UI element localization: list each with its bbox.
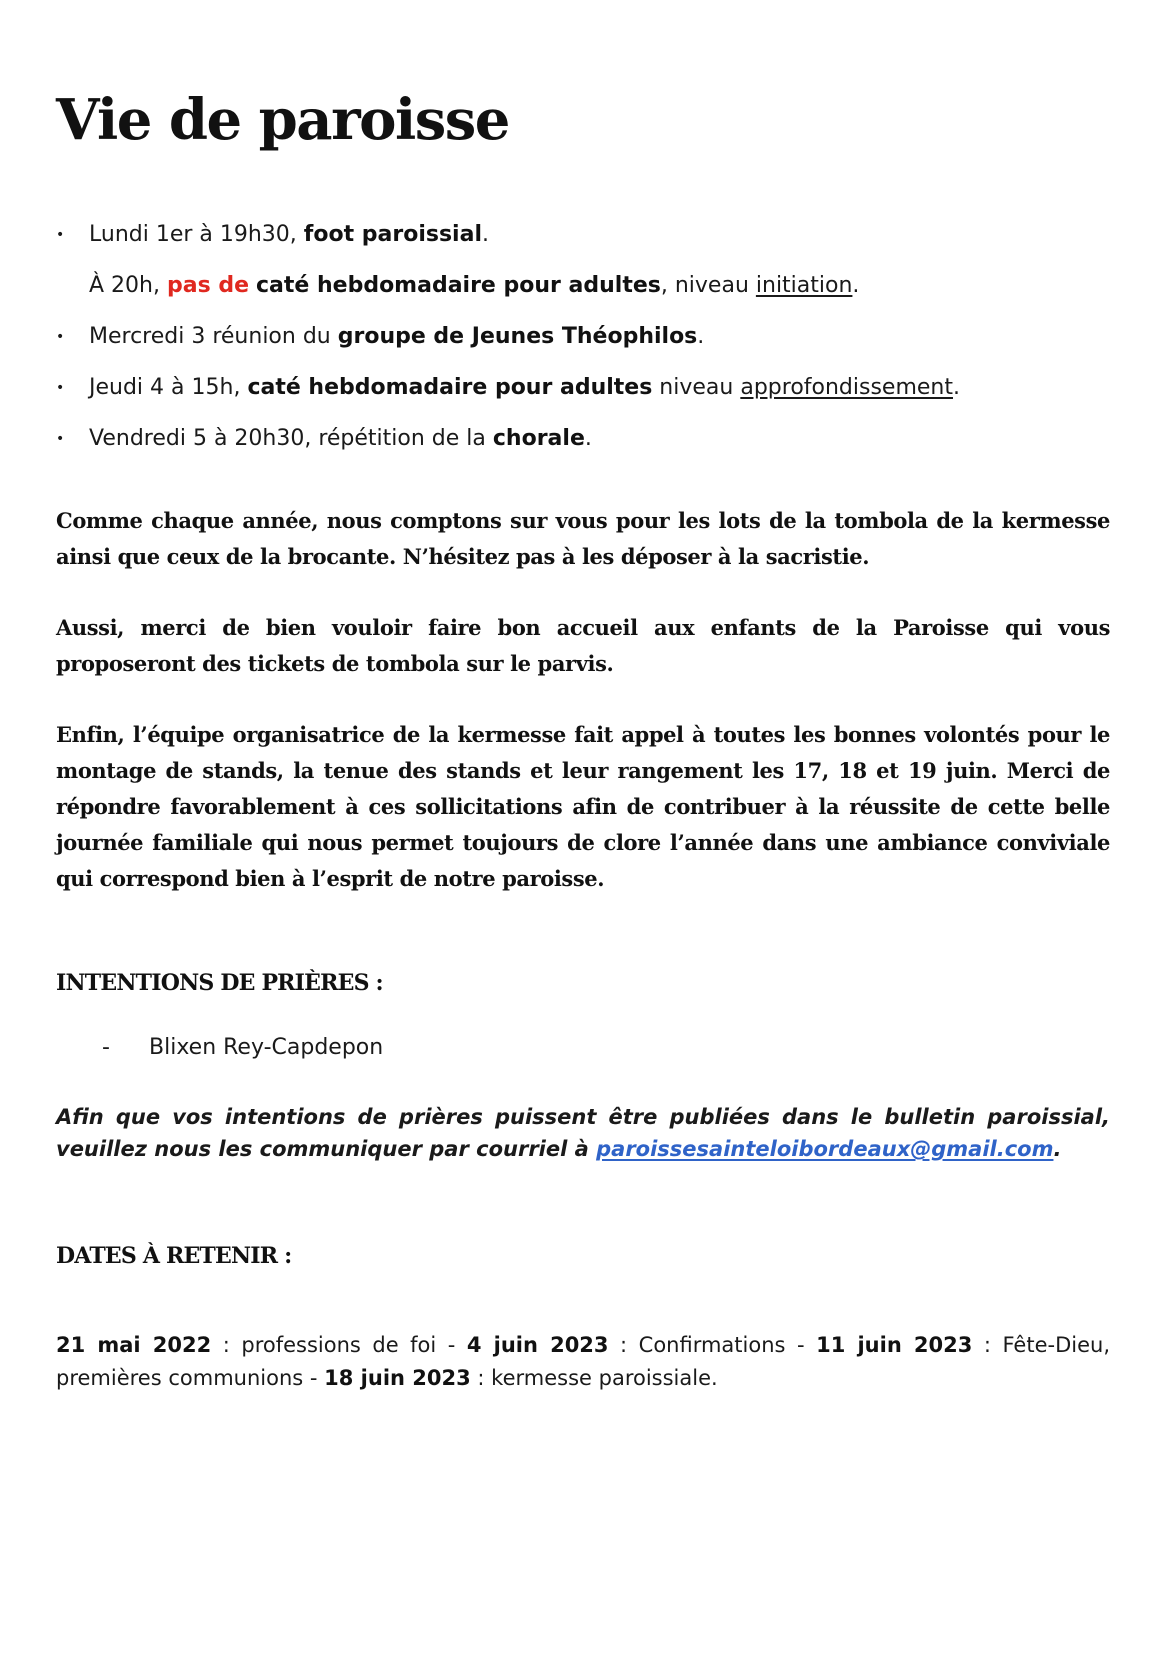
bold-text: groupe de Jeunes Théophilos [337, 324, 698, 349]
paragraph-volunteers: Enfin, l’équipe organisatrice de la kermesse fait appel à toutes les bonnes volontés pour le montage de stands, la tenue des stands et leur rangement les 17, 18 et 19 juin. Merci de répondre favorablement à ces sollicitations afin de contribuer à la réussite de cette belle journée familiale qui nous permet toujours de clore l’année dans une ambiance conviviale qui correspond bien à l’esprit de notre paroisse. [56, 722, 1110, 891]
event-label: Fête-Dieu, premières communions [56, 1333, 1110, 1390]
dates-heading: DATES À RETENIR : [56, 1243, 292, 1269]
intention-name: Blixen Rey-Capdepon [149, 1035, 384, 1060]
email-link[interactable]: paroissesainteloibordeaux@gmail.com [596, 1137, 1054, 1161]
text-segment: . [584, 426, 592, 451]
list-item-text [89, 273, 859, 299]
underlined-text: approfondissement [740, 375, 953, 400]
text-segment: À 20h, [89, 273, 167, 298]
text-segment: - [436, 1333, 467, 1357]
page-title: Vie de paroisse [56, 87, 509, 153]
intentions-heading: INTENTIONS DE PRIÈRES : [56, 970, 383, 996]
text-segment: niveau [652, 375, 741, 400]
date-label: 18 juin 2023 [324, 1366, 471, 1390]
text-segment: : [470, 1366, 492, 1390]
list-item [56, 324, 1110, 375]
list-item-continuation [56, 273, 1110, 324]
note-text: Afin que vos intentions de prières puissent être publiées dans le bulletin paroissial, veuillez nous les communiquer par courriel à [56, 1105, 1110, 1161]
paragraph-children-tickets: Aussi, merci de bien vouloir faire bon accueil aux enfants de la Paroisse qui vous proposeront des tickets de tombola sur le parvis. [56, 615, 1110, 676]
text-segment: . [953, 375, 960, 400]
date-label: 11 juin 2023 [816, 1333, 973, 1357]
text-segment: Mercredi 3 réunion du [89, 324, 338, 349]
schedule-list [56, 222, 1110, 477]
dash-icon: - [102, 1035, 110, 1060]
list-item [56, 426, 1110, 477]
list-item-text [89, 375, 960, 401]
bullet-icon: • [56, 431, 65, 447]
underlined-text: initiation [755, 273, 853, 298]
bullet-icon: • [56, 227, 65, 243]
text-segment: Jeudi 4 à 15h, [89, 375, 248, 400]
event-label: kermesse paroissiale [491, 1366, 712, 1390]
list-item-text [89, 426, 592, 452]
text-segment: , niveau [660, 273, 756, 298]
list-item [56, 375, 1110, 426]
highlight-text: pas de [166, 273, 249, 298]
bold-text: caté hebdomadaire pour adultes [256, 273, 661, 298]
text-segment: Lundi 1er à 19h30, [89, 222, 304, 247]
text-segment: - [303, 1366, 325, 1390]
list-item-text [89, 324, 704, 350]
event-label: Confirmations [638, 1333, 786, 1357]
text-segment: . [482, 222, 489, 247]
list-item-text [89, 222, 489, 248]
date-label: 4 juin 2023 [466, 1333, 609, 1357]
text-segment: . [711, 1366, 718, 1390]
text-segment: : [211, 1333, 242, 1357]
bold-text: caté hebdomadaire pour adultes [247, 375, 653, 400]
text-segment: . [697, 324, 705, 349]
bullet-icon: • [56, 380, 65, 396]
text-segment: - [785, 1333, 817, 1357]
bullet-icon: • [56, 329, 65, 345]
dates-list [56, 1329, 1110, 1395]
text-segment [249, 273, 256, 298]
bold-text: foot paroissial [303, 222, 482, 247]
text-segment: : [608, 1333, 639, 1357]
text-segment: : [972, 1333, 1003, 1357]
paragraph-tombola-lots: Comme chaque année, nous comptons sur vous pour les lots de la tombola de la kermesse ainsi que ceux de la brocante. N’hésitez pas à les déposer à la sacristie. [56, 508, 1110, 569]
list-item [56, 222, 1110, 273]
event-label: professions de foi [241, 1333, 437, 1357]
date-label: 21 mai 2022 [56, 1333, 212, 1357]
text-segment: Vendredi 5 à 20h30, répétition de la [89, 426, 493, 451]
text-segment: . [852, 273, 860, 298]
text-segment: . [1053, 1137, 1062, 1161]
bold-text: chorale [492, 426, 585, 451]
intentions-note [56, 1101, 1110, 1165]
